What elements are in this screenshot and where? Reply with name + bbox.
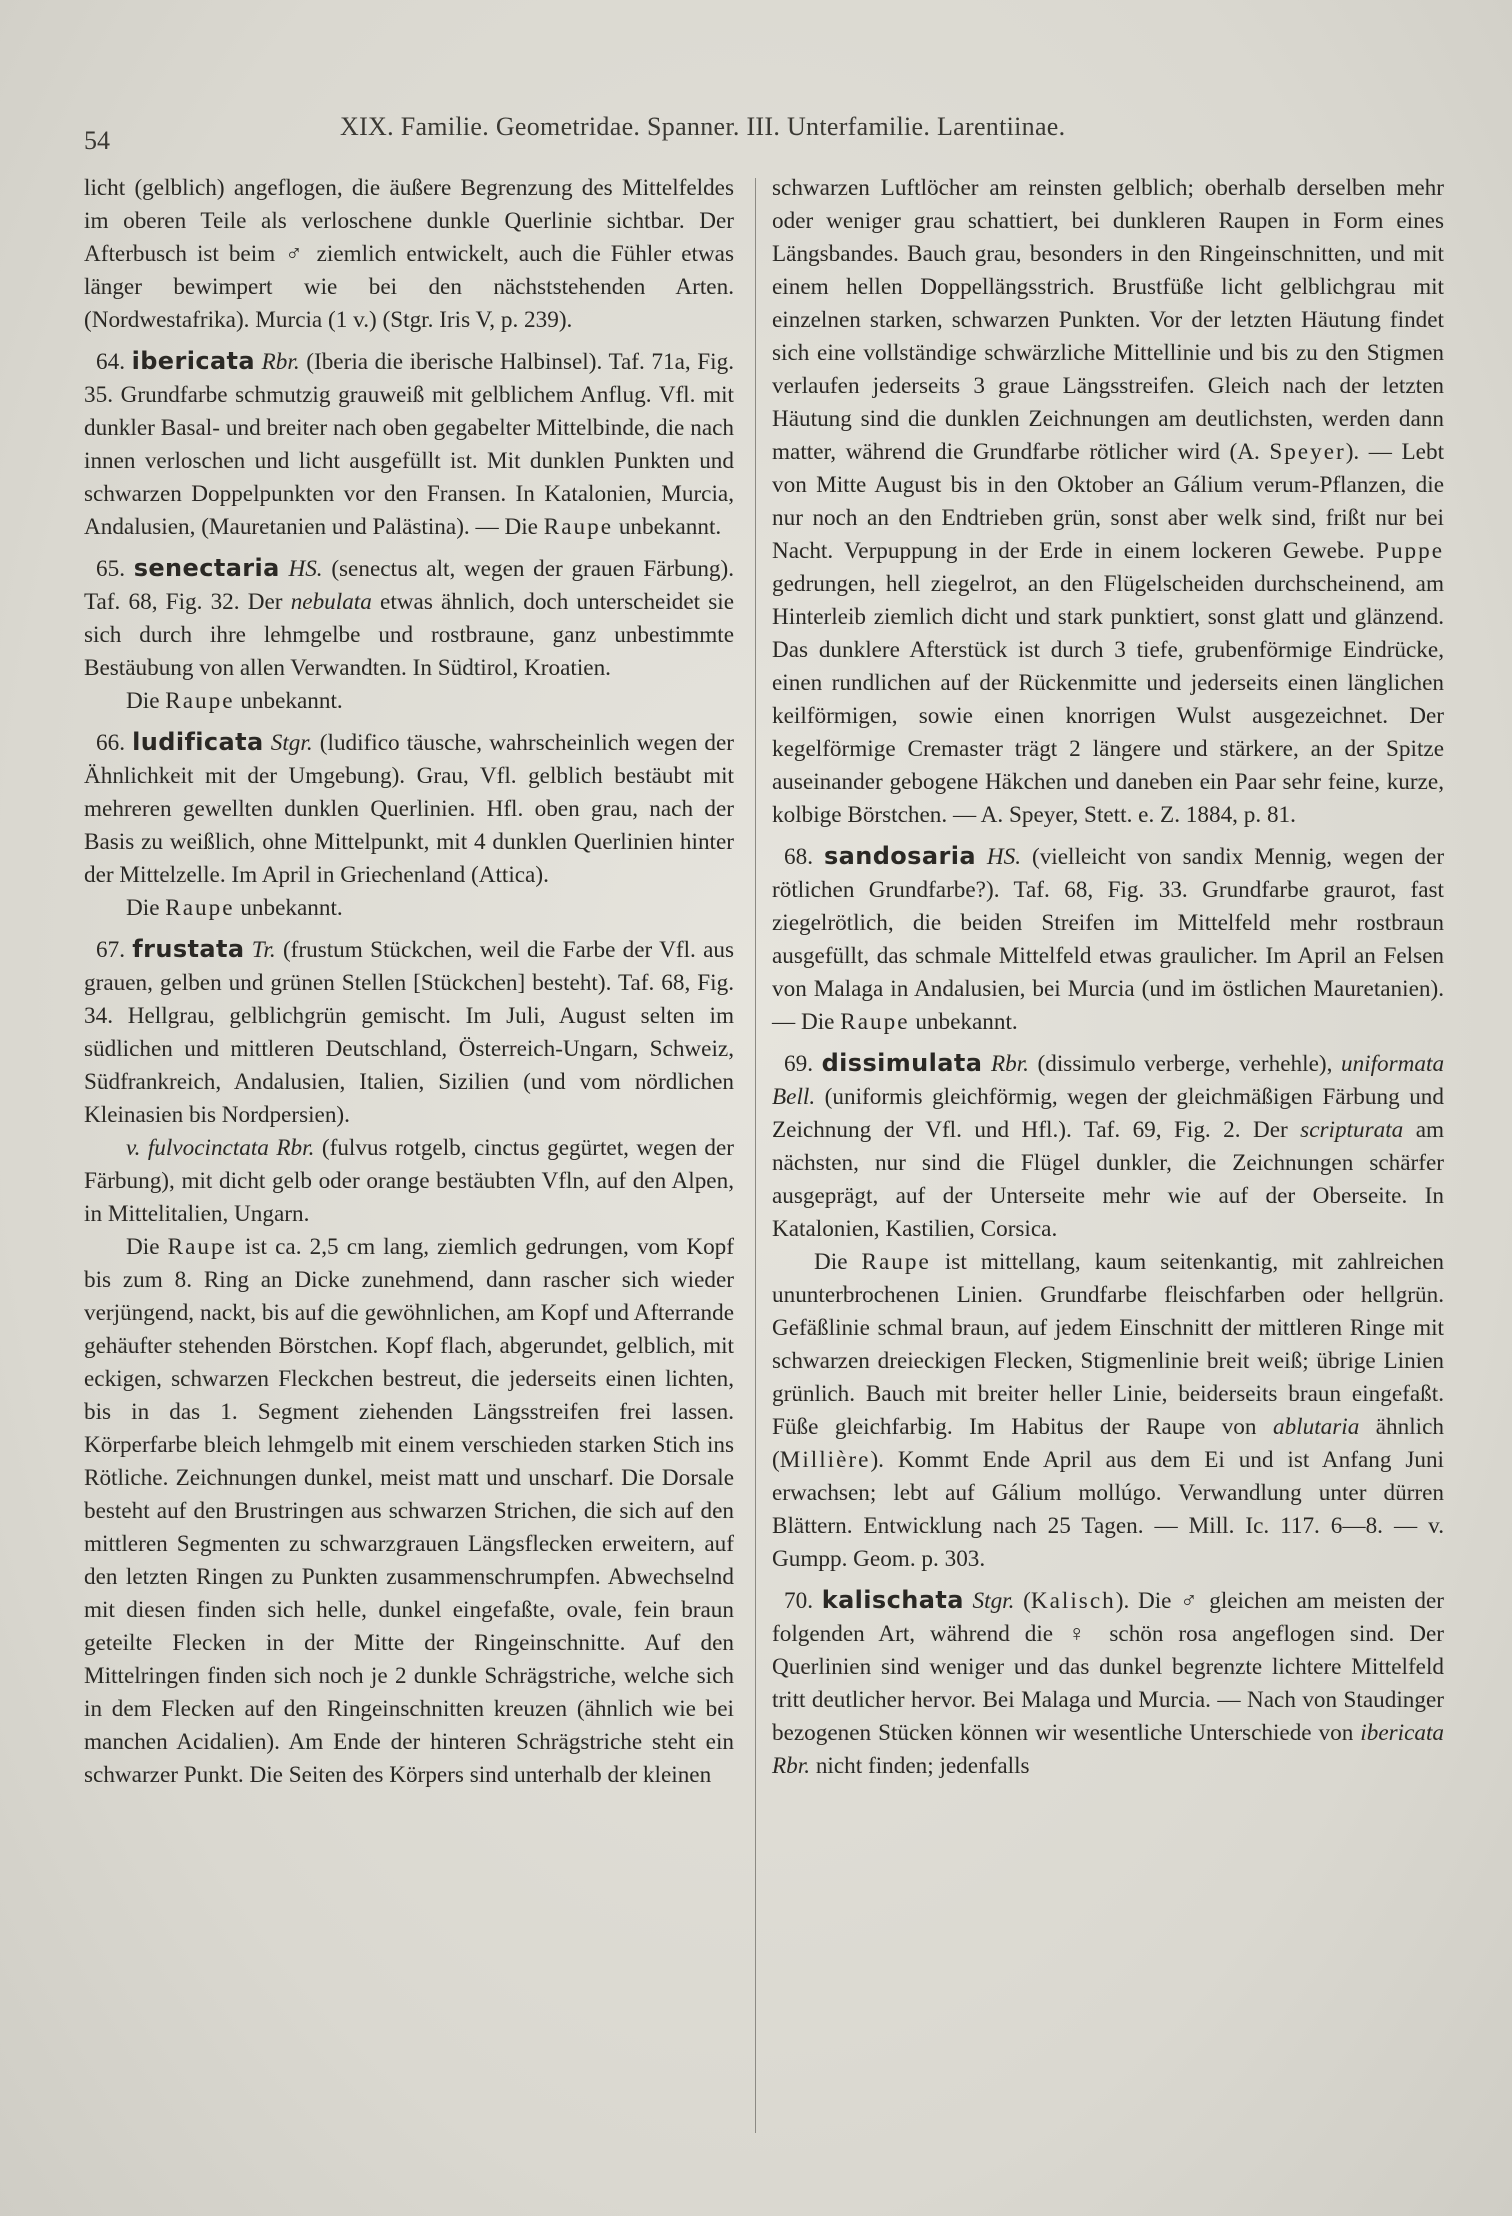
right-column — [772, 172, 1444, 1783]
author: Stgr. — [270, 730, 313, 756]
page-header — [84, 112, 1444, 155]
author: HS. — [288, 556, 323, 582]
entry-66: 66. ludificata Stgr. (ludifico täusche, wahrscheinlich wegen der Ähnlichkeit mit der Umgebung). Grau, Vfl. gelblich bestäubt mit mehreren gewellten dunklen Querlinien. Hfl. oben grau, nach der Basis zu weißlich, ohne Mittelpunkt, mit 4 dunklen Querlinien hinter der Mittelzelle. Im April in Griechenland (Attica). — [84, 728, 734, 888]
entry-69: 69. dissimulata Rbr. (dissimulo verberge, verhehle), uniformata Bell. (uniformis gleichförmig, wegen der gleichmäßigen Färbung und Zeichnung der Vfl. und Hfl.). Taf. 69, Fig. 2. Der scripturata am nächsten, nur sind die Flügel dunkler, die Zeichnungen schärfer ausgeprägt, auf der Unterseite mehr wie auf der Oberseite. In Katalonien, Kastilien, Corsica. — [772, 1049, 1445, 1242]
author: HS. — [986, 844, 1022, 870]
larva-description: Die Raupe ist mittellang, kaum seitenkantig, mit zahlreichen ununterbrochenen Linien. Grundfarbe fleischfarben oder hellgrün. Gefäßlinie schmal braun, auf jedem Einschnitt der mittleren Ringe mit schwarzen dreieckigen Flecken, Stigmenlinie breit weiß; übrige Linien grünlich. Bauch mit breiter heller Linie, beiderseits braun eingefaßt. Füße gleichfarbig. Im Habitus der Raupe von ablutaria ähnlich (Millière). Kommt Ende April aus dem Ei und ist Anfang Juni erwachsen; lebt auf Gálium mollúgo. Verwandlung unter dürren Blättern. Entwicklung nach 25 Tagen. — Mill. Ic. 117. 6—8. — v. Gumpp. Geom. p. 303. — [772, 1249, 1445, 1572]
species-name: ibericata — [131, 347, 256, 375]
column-divider — [755, 178, 756, 2133]
raupe-note: Die Raupe unbekannt. — [126, 688, 343, 714]
author: Tr. — [251, 937, 276, 963]
page-number: 54 — [84, 126, 110, 155]
species-name: frustata — [132, 935, 245, 963]
author: Stgr. — [972, 1588, 1015, 1614]
continuation-paragraph: schwarzen Luftlöcher am reinsten gelblich; oberhalb derselben mehr oder weniger grau schattiert, bei dunkleren Raupen in Form eines Längsbandes. Bauch grau, besonders in den Ringeinschnitten, und mit einem hellen Doppellängsstrich. Brustfüße licht gelblichgrau mit einzelnen starken, schwarzen Punkten. Vor der letzten Häutung findet sich eine vollständige schwärzliche Mittellinie und bis zu den Stigmen verlaufen jederseits 3 graue Längsstreifen. Gleich nach der letzten Häutung sind die dunklen Zeichnungen am deutlichsten, werden dann matter, während die Grundfarbe rötlicher wird (A. Speyer). — Lebt von Mitte August bis in den Oktober an Gálium verum-Pflanzen, die nur noch an den Endtrieben grün, sonst aber welk sind, frißt nur bei Nacht. Verpuppung in der Erde in einem lockeren Gewebe. Puppe gedrungen, hell ziegelrot, an den Flügelscheiden durchscheinend, am Hinterleib ziemlich dicht und stark punktiert, sonst glatt und glänzend. Das dunklere Afterstück ist durch 3 tiefe, grubenförmige Eindrücke, einen rundlichen auf der Rückenmitte und jederseits einen länglichen keilförmigen, sowie einen knorrigen Wulst ausgezeichnet. Der kegelförmige Cremaster trägt 2 längere und stärkere, an der Spitze auseinander gebogene Häkchen und daneben ein Paar sehr feine, kurze, kolbige Börstchen. — A. Speyer, Stett. e. Z. 1884, p. 81. — [772, 175, 1445, 828]
species-name: sandosaria — [823, 842, 976, 870]
species-name: senectaria — [133, 554, 280, 582]
raupe-note: Die Raupe unbekannt. — [126, 895, 343, 921]
entry-64: 64. ibericata Rbr. (Iberia die iberische Halbinsel). Taf. 71a, Fig. 35. Grundfarbe schmutzig grauweiß mit gelblichem Anflug. Vfl. mit dunkler Basal- und breiter nach oben gegabelter Mittelbinde, die nach innen verloschen und licht ausgefüllt ist. Mit dunklen Punkten und schwarzen Doppelpunkten vor den Fransen. In Katalonien, Murcia, Andalusien, (Mauretanien und Palästina). — Die Raupe unbekannt. — [84, 347, 735, 540]
larva-description: Die Raupe ist ca. 2,5 cm lang, ziemlich gedrungen, vom Kopf bis zum 8. Ring an Dicke zunehmend, dann rascher sich wieder verjüngend, nackt, bis auf die gewöhnlichen, am Kopf und Afterrande gehäufter stehenden Börstchen. Kopf flach, abgerundet, gelblich, mit eckigen, schwarzen Fleckchen bestreut, die jederseits einen lichten, bis in das 1. Segment ziehenden Längsstreifen frei lassen. Körperfarbe bleich lehmgelb mit einem verschieden starken Stich ins Rötliche. Zeichnungen dunkel, meist matt und unscharf. Die Dorsale besteht auf den Brustringen aus schwarzen Strichen, die sich auf den mittleren Segmenten zu schwarzgrauen Längsflecken erweitern, auf den letzten Ringen zu Punkten zusammenschrumpfen. Abwechselnd mit diesen finden sich helle, dunkel eingefaßte, ovale, fein braun geteilte Flecken in der Mitte der Ringeinschnitte. Auf den Mittelringen finden sich noch je 2 dunkle Schrägstriche, welche sich in dem Flecken auf den Ringeinschnitten kreuzen (ähnlich wie bei manchen Acidalien). Am Ende der hinteren Schrägstriche steht ein schwarzer Punkt. Die Seiten des Körpers sind unterhalb der kleinen — [84, 1234, 734, 1788]
species-name: ludificata — [132, 728, 264, 756]
entry-68: 68. sandosaria HS. (vielleicht von sandix Mennig, wegen der rötlichen Grundfarbe?). Taf. 68, Fig. 33. Grundfarbe graurot, fast ziegelrötlich, die beiden Streifen im Mittelfeld mehr rostbraun ausgefüllt, das schmale Mittelfeld etwas graulicher. Im April an Felsen von Malaga in Andalusien, bei Murcia (und im östlichen Mauretanien). — Die Raupe unbekannt. — [772, 842, 1445, 1035]
continuation-paragraph: licht (gelblich) angeflogen, die äußere Begrenzung des Mittelfeldes im oberen Teile als verloschene dunkle Querlinie sichtbar. Der Afterbusch ist beim ♂ ziemlich entwickelt, auch die Fühler etwas länger bewimpert wie bei den nächststehenden Arten. (Nordwestafrika). Murcia (1 v.) (Stgr. Iris V, p. 239). — [84, 175, 734, 333]
variety-entry: v. fulvocinctata Rbr. (fulvus rotgelb, cinctus gegürtet, wegen der Färbung), mit dicht gelb oder orange bestäubten Vfln, auf den Alpen, in Mittelitalien, Ungarn. — [84, 1135, 735, 1227]
entry-67: 67. frustata Tr. (frustum Stückchen, weil die Farbe der Vfl. aus grauen, gelben und grünen Stellen [Stückchen] besteht). Taf. 68, Fig. 34. Hellgrau, gelblichgrün gemischt. Im Juli, August selten im südlichen und mittleren Deutschland, Österreich-Ungarn, Schweiz, Südfrankreich, Andalusien, Italien, Sizilien (und vom nördlichen Kleinasien bis Nordpersien). — [84, 935, 735, 1128]
entry-70: 70. kalischata Stgr. (Kalisch). Die ♂ gleichen am meisten der folgenden Art, während die ♀ schön rosa angeflogen sind. Der Querlinien sind weniger und das dunkel begrenzte lichtere Mittelfeld tritt deutlicher hervor. Bei Malaga und Murcia. — Nach von Staudinger bezogenen Stücken können wir wesentliche Unterschiede von ibericata Rbr. nicht finden; jedenfalls — [772, 1586, 1445, 1779]
entry-65: 65. senectaria HS. (senectus alt, wegen der grauen Färbung). Taf. 68, Fig. 32. Der nebulata etwas ähnlich, doch unterscheidet sie sich durch ihre lehmgelbe und rostbraune, ganz unbestimmte Bestäubung von allen Verwandten. In Südtirol, Kroatien. — [84, 554, 735, 681]
author: Rbr. — [990, 1051, 1029, 1077]
species-name: dissimulata — [821, 1049, 983, 1077]
species-name: kalischata — [821, 1586, 964, 1614]
running-head: XIX. Familie. Geometridae. Spanner. III. Unterfamilie. Larentiinae. — [340, 112, 1066, 141]
left-column — [84, 172, 734, 1792]
author: Rbr. — [261, 349, 300, 375]
